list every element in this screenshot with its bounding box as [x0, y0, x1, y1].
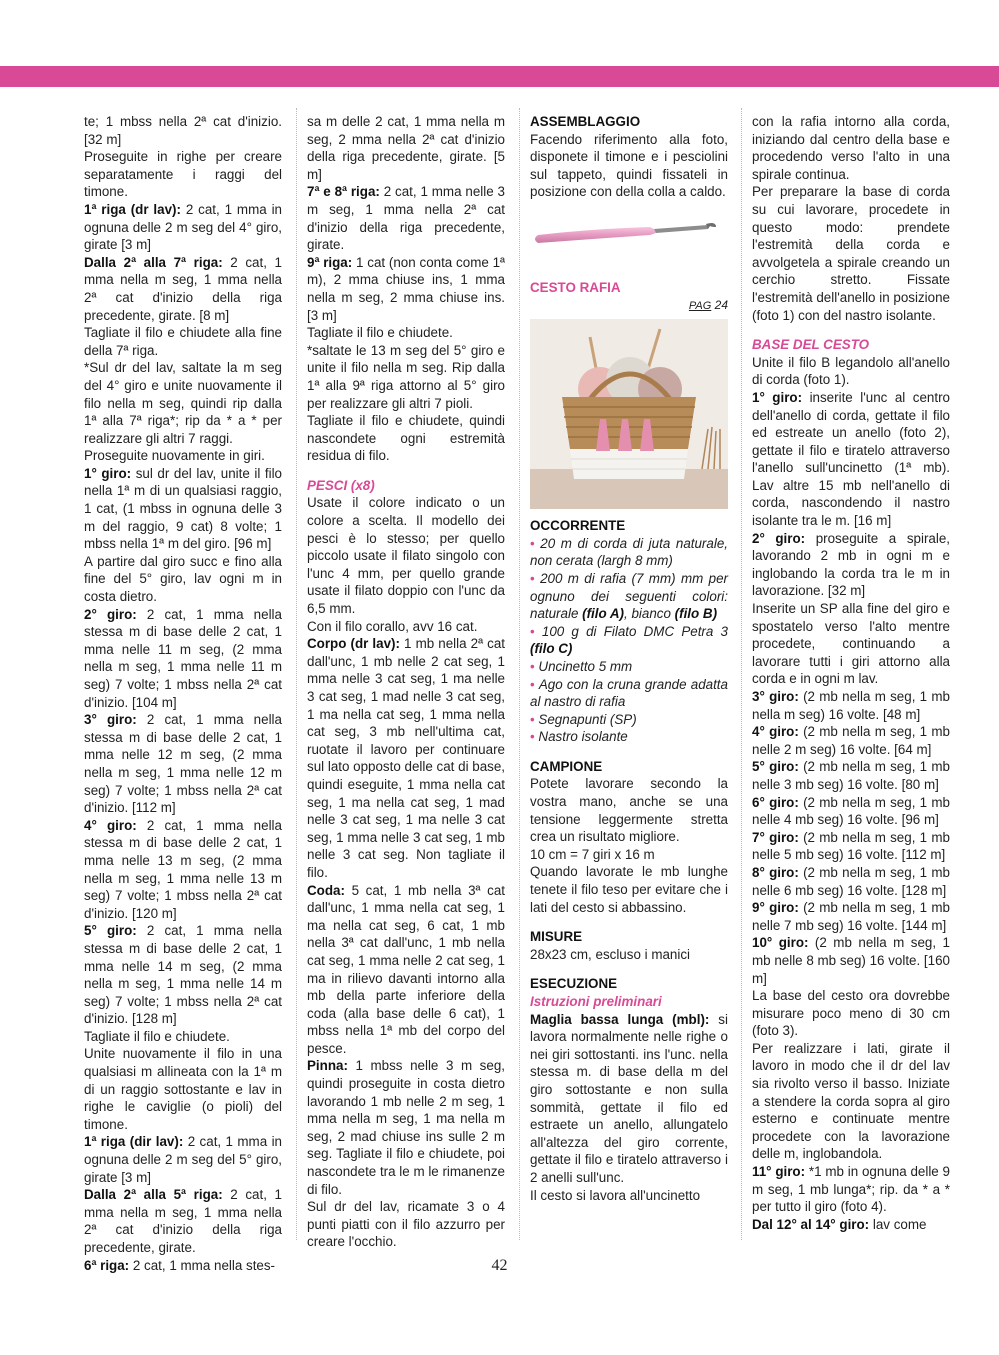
materials-list-item [530, 676, 728, 711]
paragraph [307, 183, 505, 253]
paragraph [530, 1011, 728, 1187]
paragraph [84, 922, 282, 1028]
paragraph: Proseguite in righe per creare separatamente i raggi del timone. [84, 149, 282, 200]
paragraph-group [752, 354, 950, 1234]
paragraph-body: (2 mb nella m seg, 1 mb nelle 6 mb seg) 16 volte. [128 m] [752, 864, 950, 898]
subsection-title-istruzioni: Istruzioni preliminari [530, 994, 662, 1009]
yarn-code: (filo C) [530, 641, 573, 657]
bullet-icon: • [530, 570, 541, 586]
section-title-occorrente: OCCORRENTE [530, 518, 626, 534]
paragraph [307, 635, 505, 881]
paragraph: Tagliate il filo e chiudete alla fine della 7ª riga. [84, 325, 282, 358]
bullet-icon: • [530, 729, 539, 745]
paragraph-label: 6ª riga: [84, 1257, 130, 1273]
paragraph-body: 2 cat, 1 mma nella m seg, 1 mma nella 2ª cat d'inizio della riga precedente, girate. [8 m] [84, 254, 283, 323]
section-title-pesci: PESCI (x8) [307, 477, 375, 493]
paragraph-body: (2 mb nella m seg, 1 mb nelle 4 mb seg) 16 volte. [96 m] [752, 794, 950, 828]
paragraph [307, 882, 505, 1058]
paragraph-body: (2 mb nella m seg, 1 mb nelle 8 mb seg) 16 volte. [160 m] [752, 935, 950, 986]
paragraph-label: Pinna: [307, 1058, 348, 1074]
page-number: 42 [491, 1257, 508, 1274]
materials-list [530, 535, 728, 746]
paragraph [307, 1057, 505, 1198]
paragraph-label: 9ª riga: [307, 254, 353, 270]
paragraph: *Sul dr del lav, saltate la m seg del 4° giro e unite nuovamente il filo nella m seg, quindi rip dalla 1ª alla 7ª riga*; rip da * a * per realizzare gli altri 7 raggi. [84, 360, 282, 446]
paragraph-label: 2° giro: [84, 606, 137, 622]
column-divider [741, 108, 742, 1240]
paragraph-body: 1 mbss nelle 3 m seg, quindi proseguite in costa dietro lavorando 1 mb nelle 2 m seg, 1 mma nella m seg, 1 ma nella m seg, 2 mad chiuse ins sulle 2 m seg. Tagliate il filo e chiudete, poi nascondete tra le m le rimanenze di filo. [307, 1058, 505, 1197]
paragraph [752, 829, 950, 864]
section-title-base-del-cesto: BASE DEL CESTO [752, 337, 870, 353]
paragraph: La base del cesto ora dovrebbe misurare poco meno di 30 cm (foto 3). [752, 988, 950, 1039]
crochet-hook-illustration [530, 205, 728, 261]
paragraph: 10 cm = 7 giri x 16 m [530, 846, 655, 862]
materials-text: 100 g di Filato DMC Petra 3 [541, 623, 728, 639]
text-column-3 [530, 113, 728, 1204]
section-title-assemblaggio: ASSEMBLAGGIO [530, 114, 641, 129]
text-column-1 [84, 113, 282, 1274]
paragraph-body: (2 mb nella m seg, 1 mb nelle 7 mb seg) 16 volte. [144 m] [752, 900, 950, 933]
materials-text: Nastro isolante [538, 729, 628, 745]
paragraph-body: 2 cat, 1 mma in ognuna delle 2 m seg del 5° giro, girate [3 m] [84, 1134, 282, 1185]
paragraph-label: 11° giro: [752, 1164, 806, 1180]
paragraph [752, 934, 950, 987]
paragraph: Tagliate il filo e chiudete. [307, 325, 453, 341]
paragraph [84, 711, 282, 817]
paragraph-group [307, 494, 505, 1251]
paragraph: Con il filo corallo, avv 16 cat. [307, 618, 478, 634]
paragraph-body: si lavora normalmente nelle righe o nei giri sottostanti. ins l'unc. nella stessa m. di base della m del giro sottostante e non sulla sommità, gettate il filo ed estraete un anello, allungatelo all'altezza del giro corrente, gettate il filo e tiratelo attraverso i 2 anelli sull'unc. [530, 1011, 728, 1185]
paragraph [752, 864, 950, 899]
paragraph-label: Corpo (dr lav): [307, 636, 400, 652]
paragraph-group [530, 1011, 728, 1205]
paragraph: Per realizzare i lati, girate il lavoro in modo che il dr del lav sia rivolto verso il basso. Iniziate a stendere la corda sopra al giro esterno e continuate mentre procedete con la lavorazione delle m, inglobandola. [752, 1040, 950, 1162]
paragraph: Proseguite nuovamente in giri. [84, 448, 265, 464]
paragraph-label: 9° giro: [752, 900, 799, 916]
paragraph-body: 5 cat, 1 mb nella 3ª cat dall'unc, 1 mma nella cat seg, 1 ma nella cat seg, 6 cat, 1 mb nella 3ª cat dall'unc, 1 mb nella cat seg, 1 mma nelle 2 cat seg, 1 ma in rilievo davanti intorno alla mb della parte inferiore della coda (alla base delle 6 cat), 1 mbss nella 1ª mb del corpo del pesce. [307, 882, 505, 1056]
yarn-code: (filo B) [674, 606, 718, 622]
paragraph: te; 1 mbss nella 2ª cat d'inizio. [32 m] [84, 114, 282, 147]
column-divider [519, 108, 520, 1240]
paragraph-label: 7° giro: [752, 829, 799, 845]
paragraph: Unite il filo B legandolo all'anello di corda (foto 1). [752, 354, 950, 388]
paragraph-body: 2 cat, 1 mma nella stessa m di base delle 2 cat, 1 mma nelle 11 m seg, (2 mma nella m seg, 1 mma nelle 11 m seg) 7 volte; 1 mbss nella 2ª cat d'inizio. [104 m] [84, 606, 282, 710]
basket-photo [530, 319, 728, 509]
paragraph [84, 1186, 282, 1256]
paragraph-body: lav come [869, 1216, 927, 1232]
paragraph-body: 2 cat, 1 mma nella stessa m di base delle 2 cat, 1 mma nelle 13 m seg, (2 mma nella m seg, 1 mma nelle 13 m seg) 7 volte; 1 mbss nella 2ª cat d'inizio. [120 m] [84, 817, 282, 921]
paragraph-label: 4° giro: [84, 817, 137, 833]
paragraph-label: 1° giro: [84, 465, 132, 481]
paragraph [752, 899, 950, 934]
paragraph [84, 817, 282, 923]
paragraph-body: 1 mb nella 2ª cat dall'unc, 1 mb nelle 2 cat seg, 1 mma nelle 3 cat seg, 1 ma nelle 3 cat seg, 1 mad nelle 3 cat seg, 1 ma nella cat seg, 1 mma nella cat seg, 3 mb nell'ultima cat, ruotate il lavoro per continuare sul lato opposto delle cat di base, quindi eseguite, 1 mma nella cat seg, 1 ma nella cat seg, 1 mad nelle 3 cat seg, 1 ma nelle 3 cat seg, 1 mma nelle 3 cat seg, 1 mb nelle 3 cat seg. Non tagliate il filo. [307, 636, 506, 880]
materials-list-item [530, 728, 728, 746]
materials-list-item [530, 570, 728, 623]
paragraph: Per preparare la base di corda su cui lavorare, procedete in questo modo: prendete l'estremità della corda e avvolgetela a spirale creando un cerchio stretto. Fissate l'estremità dell'anello in posizione (foto 1) con del nastro isolante. [752, 184, 950, 323]
paragraph: Unite nuovamente il filo in una qualsiasi m allineata con la 1ª m di un raggio sottostante e lav in righe le caviglie (o pioli) del timone. [84, 1046, 282, 1132]
paragraph: Sul dr del lav, ricamate 3 o 4 punti piatti con il filo azzurro per creare l'occhio. [307, 1199, 505, 1250]
paragraph-body: (2 mb nella m seg, 1 mb nella m seg) 16 volte. [48 m] [752, 689, 950, 722]
materials-list-item [530, 535, 728, 570]
paragraph [752, 1163, 950, 1216]
paragraph-label: 6° giro: [752, 794, 799, 810]
materials-list-item [530, 658, 728, 676]
paragraph [84, 1133, 282, 1186]
paragraph-label: 8° giro: [752, 864, 799, 880]
yarn-code: (filo A) [582, 606, 625, 622]
paragraph-body: 1 cat (non conta come 1ª m), 2 mma chiuse ins, 1 mma nella m seg, 2 mma chiuse ins. [3 m] [307, 254, 505, 323]
paragraph-label: 7ª e 8ª riga: [307, 184, 380, 200]
text-column-2 [307, 113, 505, 1251]
paragraph-body: 2 cat, 1 mma nella stessa m di base delle 2 cat, 1 mma nelle 12 m seg, (2 mma nella m seg, 1 mma nelle 12 m seg) 7 volte; 1 mbss nella 2ª cat d'inizio. [112 m] [84, 712, 282, 816]
section-title-esecuzione: ESECUZIONE [530, 976, 618, 992]
paragraph: Il cesto si lavora all'uncinetto [530, 1187, 701, 1203]
paragraph-body: 2 cat, 1 mma nelle 3 m seg, 1 mma nella 2ª cat d'inizio della riga precedente, girate. [307, 184, 505, 253]
top-color-band [0, 66, 999, 87]
paragraph-body: 2 cat, 1 mma nella stes- [129, 1257, 276, 1273]
paragraph-label: 1ª riga (dir lav): [84, 1134, 184, 1150]
paragraph-body: proseguite a spirale, lavorando 2 mb in ogni m e inglobando la corda tra le m in lavorazione. [32 m] [752, 530, 950, 599]
paragraph-label: 5° giro: [84, 923, 137, 939]
paragraph-body: (2 mb nella m seg, 1 mb nelle 3 mb seg) 16 volte. [80 m] [752, 759, 950, 792]
paragraph [752, 1216, 950, 1234]
paragraph: Tagliate il filo e chiudete, quindi nascondete ogni estremità residua di filo. [307, 413, 505, 464]
paragraph-label: 2° giro: [752, 530, 806, 546]
materials-text: 200 m di rafia (7 mm) mm per ognuno dei seguenti colori: naturale [530, 570, 728, 622]
materials-text: 20 m di corda di juta naturale, non cerata (largh 8 mm) [530, 535, 728, 569]
paragraph-label: 3° giro: [752, 689, 799, 704]
paragraph: Usate il colore indicato o un colore a scelta. Il modello dei pesci è lo stesso; per quello piccolo usate il filato singolo con l'unc 4 mm, per quello grande usate il filato doppio con l'unc da 6,5 mm. [307, 495, 505, 617]
paragraph: Quando lavorate le mb lunghe tenete il filo teso per evitare che i lati del cesto si abbassino. [530, 864, 728, 915]
paragraph-body: sul dr del lav, unite il filo nella 1ª m di un qualsiasi raggio, 1 cat, (1 mbss in ognuna delle 3 m del raggio, 9 cat) 8 volte; 1 mbss nella 1ª m del giro. [96 m] [84, 465, 282, 552]
paragraph [307, 254, 505, 324]
assemblaggio-text: Facendo riferimento alla foto, disponete il timone e i pesciolini sul tappeto, quindi fissateli in posizione con della colla a caldo. [530, 131, 728, 200]
paragraph [752, 758, 950, 793]
paragraph [752, 794, 950, 829]
text-column-4 [752, 113, 950, 1233]
paragraph [752, 723, 950, 758]
materials-list-item [530, 711, 728, 729]
paragraph [752, 530, 950, 600]
paragraph-body: inserite l'unc al centro dell'anello di corda, gettate il filo ed estreate un anello (foto 2), gettate il filo e tiratelo attraverso l'anello sull'uncinetto (1ª mb). Lav altre 15 mb nell'anello di corda, nascondendo il nastro isolante tra le m. [16 m] [752, 389, 950, 529]
paragraph: Inserite un SP alla fine del giro e spostatelo verso l'alto mentre procedete, continuando a lavorare tutti i giri attorno alla corda e in ogni m lav. [752, 601, 950, 687]
paragraph-label: Dalla 2ª alla 7ª riga: [84, 254, 223, 270]
paragraph-group [530, 775, 728, 916]
bullet-icon: • [530, 535, 541, 551]
paragraph [752, 688, 950, 723]
paragraph [84, 606, 282, 712]
paragraph-group [84, 113, 282, 1274]
materials-text: Ago con la cruna grande adatta al nastro di rafia [530, 676, 728, 710]
paragraph-body: (2 mb nella m seg, 1 mb nelle 5 mb seg) 16 volte. [112 m] [752, 829, 950, 863]
bullet-icon: • [530, 623, 542, 639]
paragraph-body: 2 cat, 1 mma in ognuna delle 2 m seg del 4° giro, girate [3 m] [84, 201, 282, 253]
paragraph-group [307, 113, 505, 465]
paragraph-label: Dalla 2ª alla 5ª riga: [84, 1187, 223, 1203]
bullet-icon: • [530, 676, 539, 692]
column-divider [296, 108, 297, 1240]
paragraph [84, 465, 282, 553]
section-title-campione: CAMPIONE [530, 758, 603, 774]
paragraph [84, 201, 282, 254]
paragraph-body: 2 cat, 1 mma nella stessa m di base delle 2 cat, 1 mma nelle 14 m seg, (2 mma nella m seg, 1 mma nelle 14 m seg) 7 volte; 1 mbss nella 2ª cat d'inizio. [128 m] [84, 923, 282, 1027]
paragraph-label: 4° giro: [752, 724, 799, 740]
paragraph-label: 10° giro: [752, 935, 809, 951]
materials-text: Segnapunti (SP) [538, 711, 637, 727]
paragraph: Tagliate il filo e chiudete. [84, 1028, 230, 1044]
page-reference: PAG 24 [688, 297, 728, 312]
section-title-cesto-rafia: CESTO RAFIA [530, 279, 621, 295]
paragraph-label: Maglia bassa lunga (mbl): [530, 1011, 710, 1027]
paragraph-label: Coda: [307, 882, 345, 898]
bullet-icon: • [530, 658, 539, 674]
section-title-misure: MISURE [530, 929, 583, 945]
materials-list-item [530, 623, 728, 658]
materials-text: Uncinetto 5 mm [538, 658, 633, 674]
paragraph-label: 1ª riga (dr lav): [84, 201, 181, 217]
paragraph-body: 2 cat, 1 mma nella m seg, 1 mma nella 2ª cat d'inizio della riga precedente, girate. [84, 1187, 283, 1255]
paragraph-group [752, 113, 950, 324]
paragraph: sa m delle 2 cat, 1 mma nella m seg, 2 mma nella 2ª cat d'inizio della riga precedente, girate. [5 m] [307, 114, 505, 182]
misure-text: 28x23 cm, escluso i manici [530, 946, 691, 962]
paragraph: *saltate le 13 m seg del 5° giro e unite il filo nella m seg. Rip dalla 1ª alla 9ª riga attorno al 5° giro per realizzare gli altri 7 pioli. [307, 342, 505, 411]
bullet-icon: • [530, 711, 539, 727]
paragraph-body: *1 mb in ognuna delle 9 m seg, 1 mb lunga*; rip. da * a * per tutto il giro (foto 4). [752, 1164, 951, 1215]
paragraph [752, 389, 950, 530]
paragraph: A partire dal giro succ e fino alla fine del 5° giro, lav ogni m in costa dietro. [84, 553, 282, 605]
paragraph-label: 5° giro: [752, 759, 799, 775]
paragraph-body: (2 mb nella m seg, 1 mb nelle 2 m seg) 16 volte. [64 m] [752, 724, 950, 757]
paragraph [84, 254, 282, 324]
paragraph-label: Dal 12° al 14° giro: [752, 1216, 870, 1232]
paragraph-label: 3° giro: [84, 712, 137, 728]
paragraph: Potete lavorare secondo la vostra mano, anche se una tensione leggermente stretta crea un risultato migliore. [530, 776, 728, 845]
materials-text: , bianco [624, 606, 675, 622]
paragraph: con la rafia intorno alla corda, iniziando dal centro della base e procedendo verso l'alto in una spirale continua. [752, 114, 950, 182]
paragraph-label: 1° giro: [752, 389, 803, 405]
